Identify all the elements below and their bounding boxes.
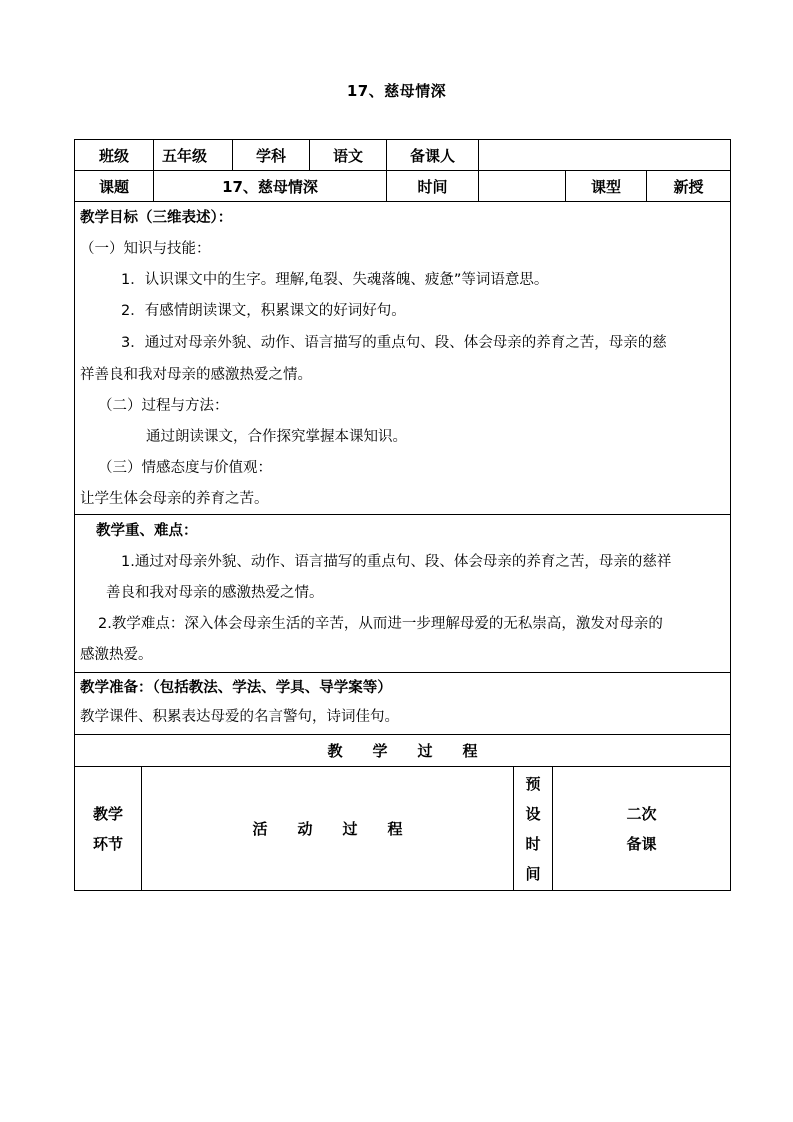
process-col-time-char-3: 时 — [525, 834, 541, 853]
type-label: 课型 — [590, 177, 621, 196]
preparer-label: 备课人 — [409, 146, 455, 165]
preparation-heading: 教学准备：（包括教法、学法、学具、导学案等） — [80, 680, 392, 696]
process-col-stage — [75, 767, 141, 890]
process-col-stage-line1: 教学 — [92, 804, 123, 823]
objectives-heading: 教学目标（三维表述）： — [80, 210, 233, 226]
process-col-activity: 活 动 过 程 — [252, 820, 403, 838]
objectives-subheading-emotion: （三）情感态度与价值观： — [98, 460, 272, 476]
process-col-second-prep-line2: 备课 — [626, 834, 657, 853]
process-col-time-char-2: 设 — [525, 804, 541, 823]
topic-label: 课题 — [98, 177, 129, 196]
key-point-1-line1: 1.通过对母亲外貌、动作、语言描写的重点句、段、体会母亲的养育之苦，母亲的慈祥 — [121, 554, 672, 570]
type-value: 新授 — [673, 177, 704, 196]
process-col-time-char-1: 预 — [525, 774, 541, 793]
subject-value: 语文 — [332, 146, 363, 165]
objectives-subheading-knowledge: （一）知识与技能： — [80, 241, 211, 257]
preparation-content: 教学课件、积累表达母爱的名言警句，诗词佳句。 — [80, 709, 399, 725]
process-col-time — [514, 767, 552, 890]
topic-value: 17、慈母情深 — [222, 177, 318, 196]
process-col-second-prep-line1: 二次 — [626, 804, 657, 823]
preparer-value[interactable] — [479, 140, 730, 170]
process-col-stage-line2: 环节 — [92, 834, 123, 853]
time-value[interactable] — [479, 171, 565, 201]
class-value: 五年级 — [162, 146, 208, 165]
process-col-second-prep — [553, 767, 730, 890]
objectives-item-3-line2: 祥善良和我对母亲的感激热爱之情。 — [80, 367, 312, 383]
time-label: 时间 — [417, 177, 448, 196]
process-title: 教 学 过 程 — [327, 742, 478, 760]
objectives-subheading-method: （二）过程与方法： — [98, 398, 229, 414]
process-col-time-char-4: 间 — [525, 864, 541, 883]
class-label: 班级 — [98, 146, 129, 165]
objectives-item-2: 2．有感情朗读课文，积累课文的好词好句。 — [121, 303, 406, 319]
key-point-2-line2: 感激热爱。 — [80, 647, 153, 663]
key-point-1-line2: 善良和我对母亲的感激热爱之情。 — [106, 585, 324, 601]
objectives-item-3-line1: 3．通过对母亲外貌、动作、语言描写的重点句、段、体会母亲的养育之苦，母亲的慈 — [121, 335, 667, 351]
key-point-2-line1: 2.教学难点：深入体会母亲生活的辛苦，从而进一步理解母爱的无私崇高，激发对母亲的 — [98, 616, 663, 632]
objectives-method: 通过朗读课文，合作探究掌握本课知识。 — [146, 429, 407, 445]
objectives-item-1: 1．认识课文中的生字。理解,龟裂、失魂落魄、疲惫”等词语意思。 — [121, 272, 549, 288]
subject-label: 学科 — [255, 146, 286, 165]
page-title: 17、慈母情深 — [346, 82, 447, 100]
key-points-heading: 教学重、难点： — [96, 523, 198, 539]
objectives-emotion: 让学生体会母亲的养育之苦。 — [80, 491, 269, 507]
